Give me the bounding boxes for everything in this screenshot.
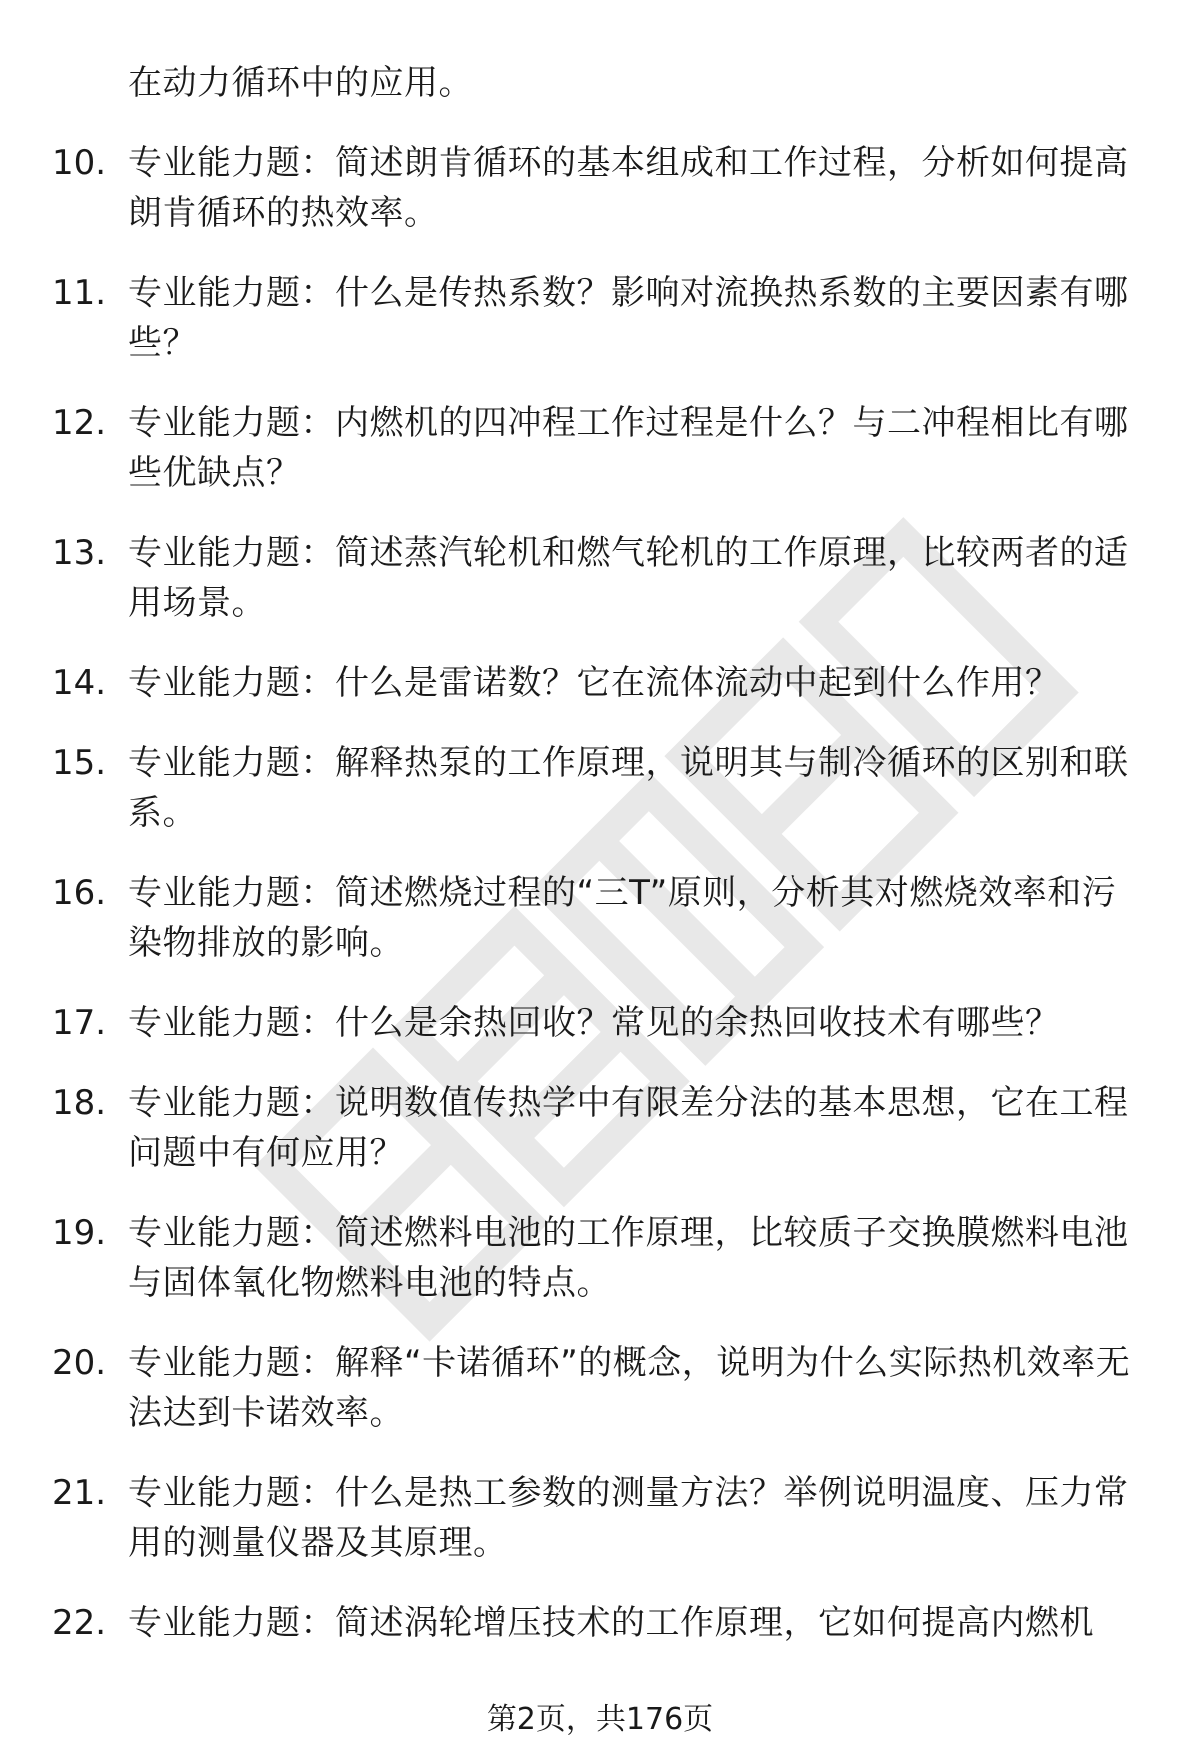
- question-item: [0, 868, 1200, 968]
- question-number: 18.: [52, 1083, 107, 1123]
- page-footer: 第2页，共176页: [486, 1702, 714, 1737]
- question-text: 专业能力题：内燃机的四冲程工作过程是什么？与二冲程相比有哪些优缺点？: [128, 403, 1129, 493]
- question-text: 专业能力题：解释“卡诺循环”的概念，说明为什么实际热机效率无法达到卡诺效率。: [128, 1343, 1131, 1433]
- question-number: 20.: [52, 1343, 107, 1383]
- question-item: [0, 268, 1200, 368]
- question-text: 专业能力题：什么是雷诺数？它在流体流动中起到什么作用？: [128, 663, 1060, 703]
- question-item: [0, 1468, 1200, 1568]
- question-list: [0, 138, 1200, 1678]
- question-number: 14.: [52, 663, 107, 703]
- question-item: [0, 658, 1200, 708]
- question-text: 专业能力题：简述蒸汽轮机和燃气轮机的工作原理，比较两者的适用场景。: [128, 533, 1129, 623]
- question-text: 专业能力题：简述燃烧过程的“三T”原则，分析其对燃烧效率和污染物排放的影响。: [128, 873, 1117, 963]
- question-item: [0, 1208, 1200, 1308]
- question-number: 12.: [52, 403, 107, 443]
- question-text: 专业能力题：简述朗肯循环的基本组成和工作过程，分析如何提高朗肯循环的热效率。: [128, 143, 1129, 233]
- question-number: 16.: [52, 873, 107, 913]
- question-number: 17.: [52, 1003, 107, 1043]
- question-text: 专业能力题：简述燃料电池的工作原理，比较质子交换膜燃料电池与固体氧化物燃料电池的特点。: [128, 1213, 1129, 1303]
- question-text: 专业能力题：什么是热工参数的测量方法？举例说明温度、压力常用的测量仪器及其原理。: [128, 1473, 1129, 1563]
- question-text: 专业能力题：什么是余热回收？常见的余热回收技术有哪些？: [128, 1003, 1060, 1043]
- question-text: 专业能力题：简述涡轮增压技术的工作原理，它如何提高内燃机: [128, 1603, 1094, 1643]
- question-number: 13.: [52, 533, 107, 573]
- question-number: 15.: [52, 743, 107, 783]
- question-item: [0, 1338, 1200, 1438]
- question-item: [0, 1598, 1200, 1648]
- question-number: 19.: [52, 1213, 107, 1253]
- question-text: 专业能力题：解释热泵的工作原理，说明其与制冷循环的区别和联系。: [128, 743, 1129, 833]
- continuation-text: 在动力循环中的应用。: [128, 63, 473, 103]
- question-item: [0, 398, 1200, 498]
- question-number: 11.: [52, 273, 107, 313]
- question-number: 22.: [52, 1603, 107, 1643]
- question-number: 10.: [52, 143, 107, 183]
- question-item: [0, 998, 1200, 1048]
- question-item: [0, 1078, 1200, 1178]
- question-item: [0, 138, 1200, 238]
- question-text: 专业能力题：什么是传热系数？影响对流换热系数的主要因素有哪些？: [128, 273, 1129, 363]
- question-text: 专业能力题：说明数值传热学中有限差分法的基本思想，它在工程问题中有何应用？: [128, 1083, 1129, 1173]
- question-item: [0, 738, 1200, 838]
- question-number: 21.: [52, 1473, 107, 1513]
- question-item: [0, 528, 1200, 628]
